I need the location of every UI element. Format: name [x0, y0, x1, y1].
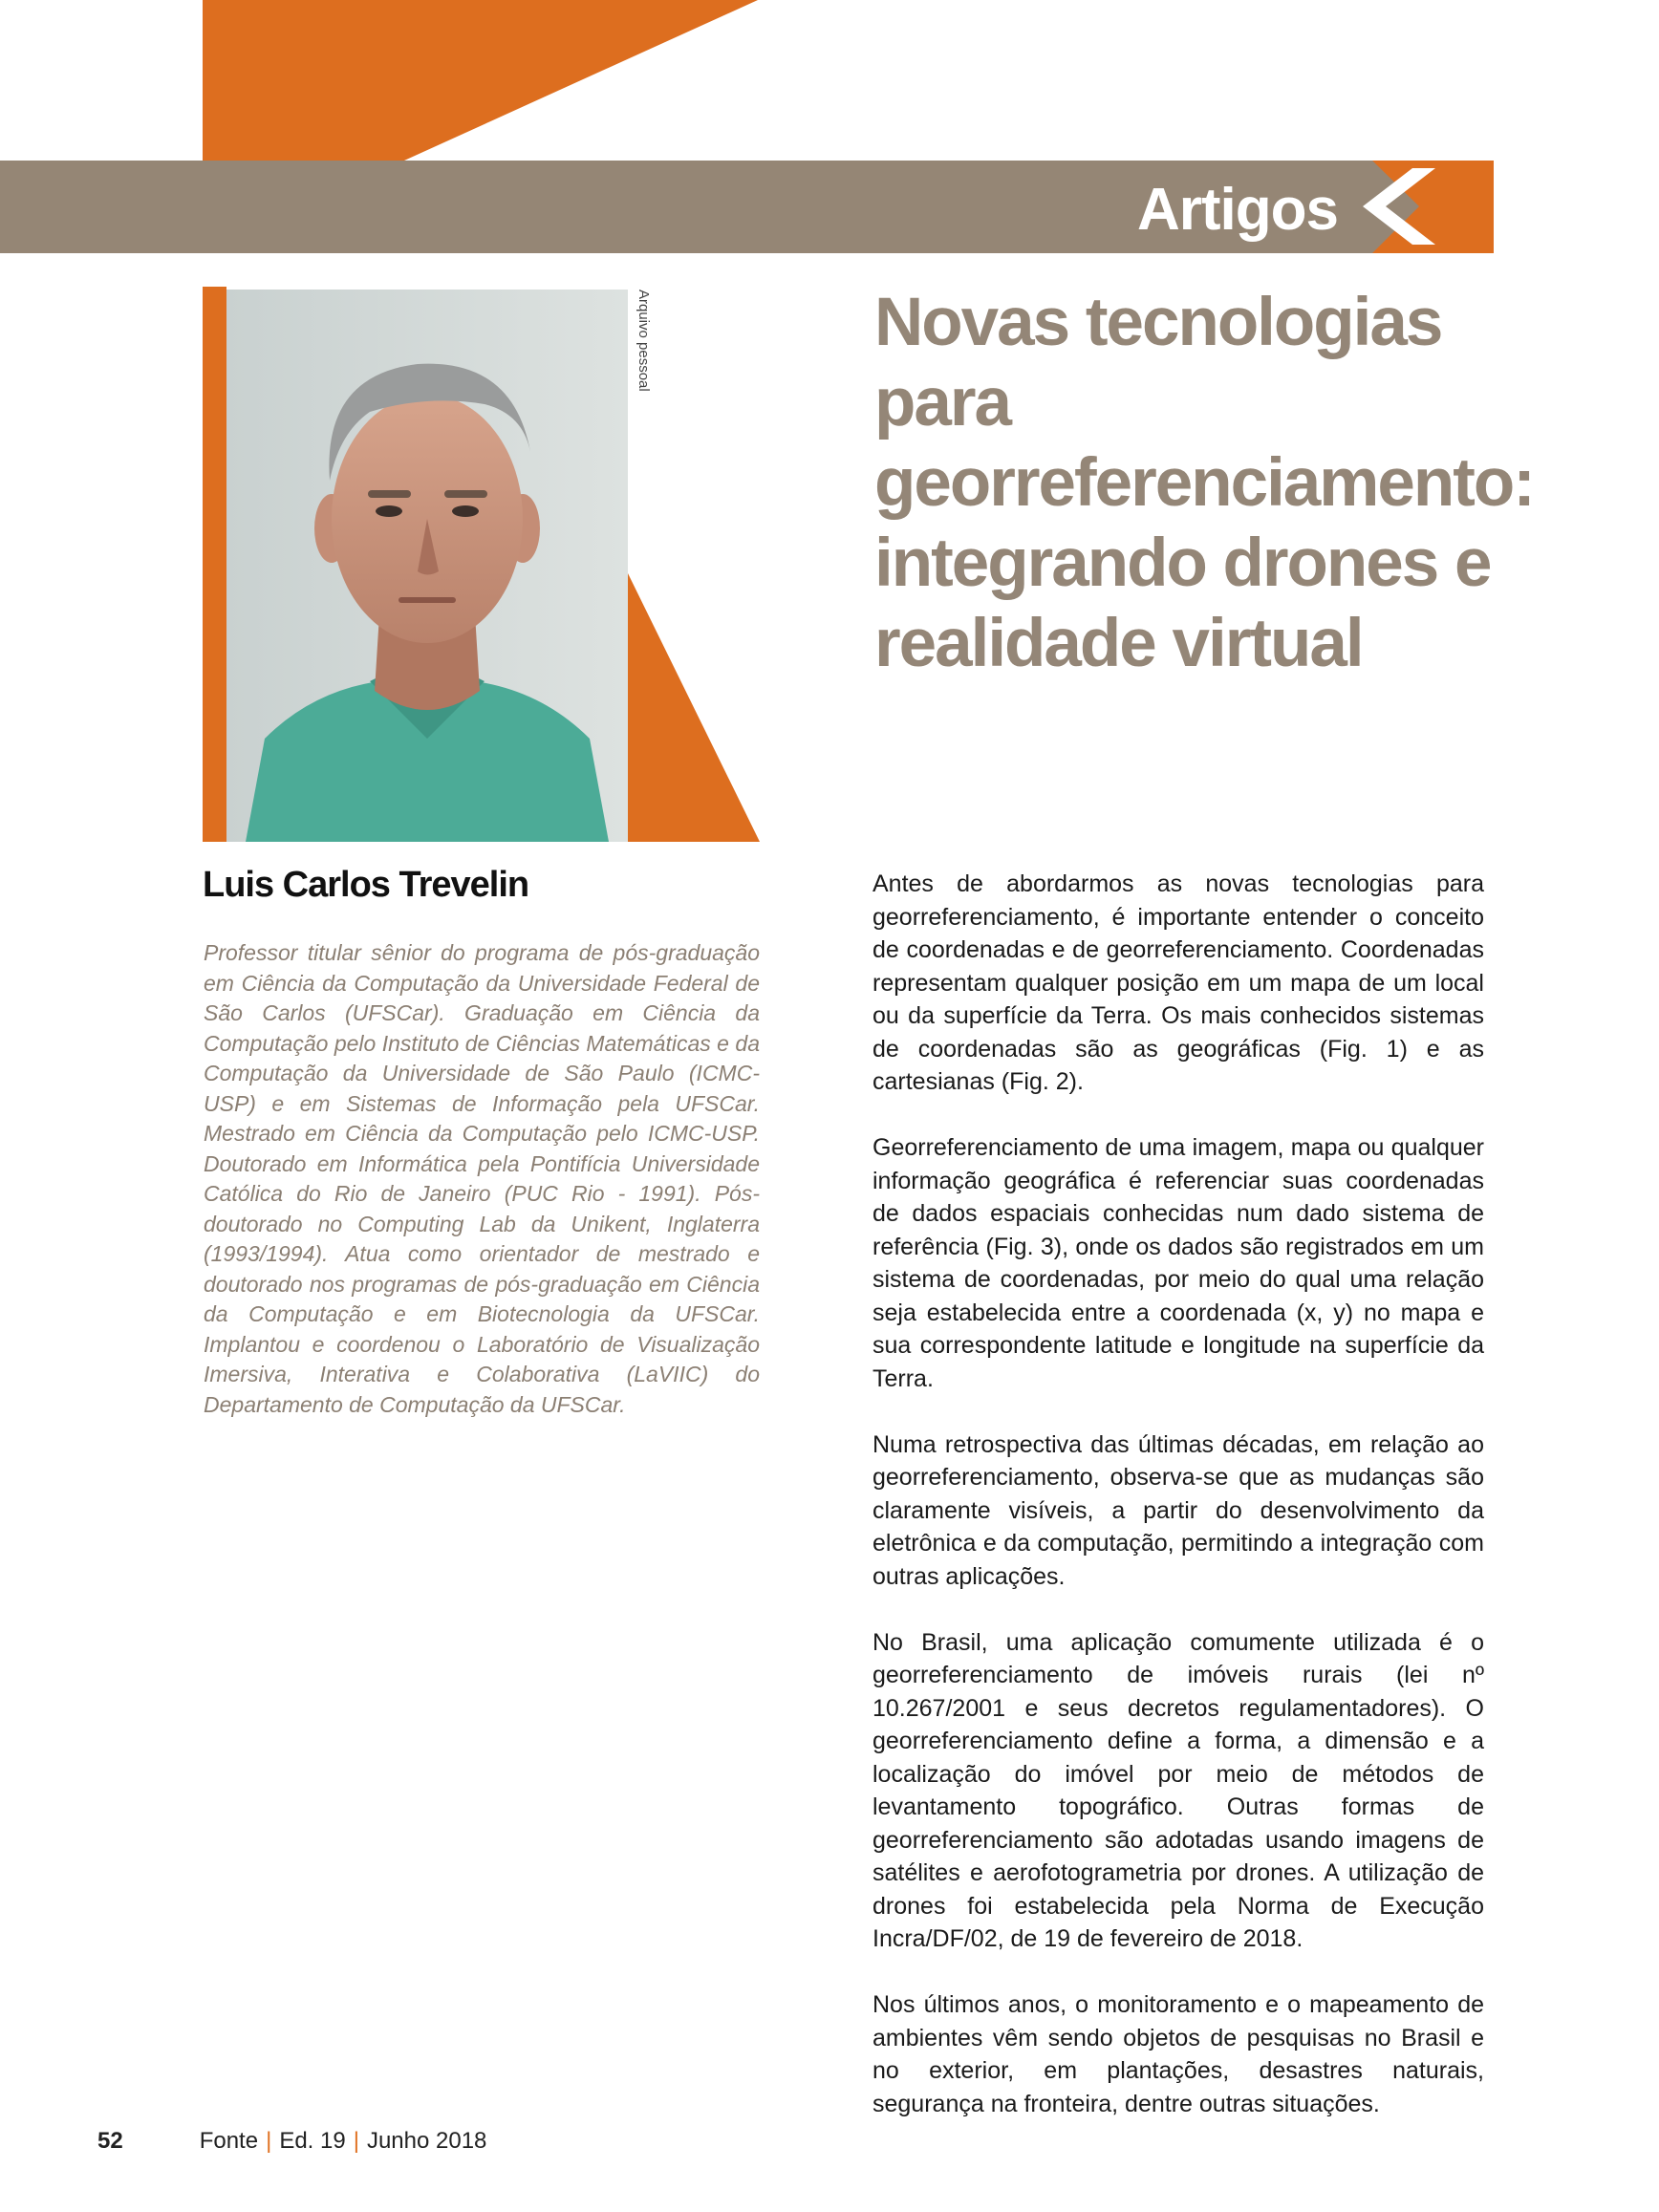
- section-label: Artigos: [1137, 177, 1338, 243]
- body-paragraph: Antes de abordarmos as novas tecnologias para georreferenciamento, é importante entender o conceito de coordenadas e de georreferenciamento. Coordenadas representam qualquer posição em um mapa de um local ou da superfície da Terra. Os mais conhecidos sistemas de coordenadas são as geográficas (Fig. 1) e as cartesianas (Fig. 2).: [873, 870, 1484, 1095]
- page-number: 52: [97, 2128, 123, 2154]
- body-paragraph: Nos últimos anos, o monitoramento e o mapeamento de ambientes vêm sendo objetos de pesquisas no Brasil e no exterior, em plantações, desastres naturais, segurança na fronteira, dentre outras situações.: [873, 1991, 1484, 2117]
- footer-separator: |: [266, 2128, 272, 2154]
- author-bio: Professor titular sênior do programa de pós-graduação em Ciência da Computação da Universidade Federal de São Carlos (UFSCar). Graduação em Ciência da Computação pelo Instituto de Ciências Matemáticas e da Computação da Universidade de São Paulo (ICMC-USP) e em Sistemas de Informação pela UFSCar. Mestrado em Ciência da Computação pelo ICMC-USP. Doutorado em Informática pela Pontifícia Universidade Católica do Rio de Janeiro (PUC Rio - 1991). Pós-doutorado no Computing Lab da Unikent, Inglaterra (1993/1994). Atua como orientador de mestrado e doutorado nos programas de pós-graduação em Ciência da Computação e em Biotecnologia da UFSCar. Implantou e coordenou o Laboratório de Visualização Imersiva, Interativa e Colaborativa (LaVIIC) do Departamento de Computação da UFSCar.: [204, 940, 760, 1417]
- author-photo: [226, 290, 628, 842]
- photo-orange-block: [203, 287, 226, 842]
- issue-date: Junho 2018: [366, 2128, 487, 2154]
- article-title: Novas tecnologias para georreferenciamento: integrando drones e realidade virtual: [874, 285, 1534, 681]
- body-paragraph: Numa retrospectiva das últimas décadas, em relação ao georreferenciamento, observa-se que as mudanças são claramente visíveis, a partir do desenvolvimento da eletrônica e da computação, permitindo a integração com outras aplicações.: [873, 1430, 1484, 1590]
- publication-name: Fonte: [199, 2128, 259, 2154]
- page-footer: [97, 2124, 486, 2158]
- body-paragraph: No Brasil, uma aplicação comumente utilizada é o georreferenciamento de imóveis rurais (lei nº 10.267/2001 e seus decretos regulamentadores). O georreferenciamento define a forma, a dimensão e a localização do imóvel por meio de métodos de levantamento topográfico. Outras formas de georreferenciamento são adotadas usando imagens de satélites e aerofotogrametria por drones. A utilização de drones foi estabelecida pela Norma de Execução Incra/DF/02, de 19 de fevereiro de 2018.: [873, 1628, 1484, 1952]
- top-orange-triangle: [203, 0, 758, 161]
- edition-number: Ed. 19: [279, 2128, 346, 2154]
- footer-separator: |: [353, 2128, 359, 2154]
- photo-credit: Arquivo pessoal: [636, 290, 652, 392]
- article-body: [873, 868, 1484, 2154]
- author-name: Luis Carlos Trevelin: [203, 865, 529, 905]
- body-paragraph: Georreferenciamento de uma imagem, mapa ou qualquer informação geográfica é referenciar suas coordenadas de dados espaciais conhecidas num dado sistema de referência (Fig. 3), onde os dados são registrados em um sistema de coordenadas, por meio do qual uma relação seja estabelecida entre a coordenada (x, y) no mapa e sua correspondente latitude e longitude na superfície da Terra.: [873, 1134, 1484, 1392]
